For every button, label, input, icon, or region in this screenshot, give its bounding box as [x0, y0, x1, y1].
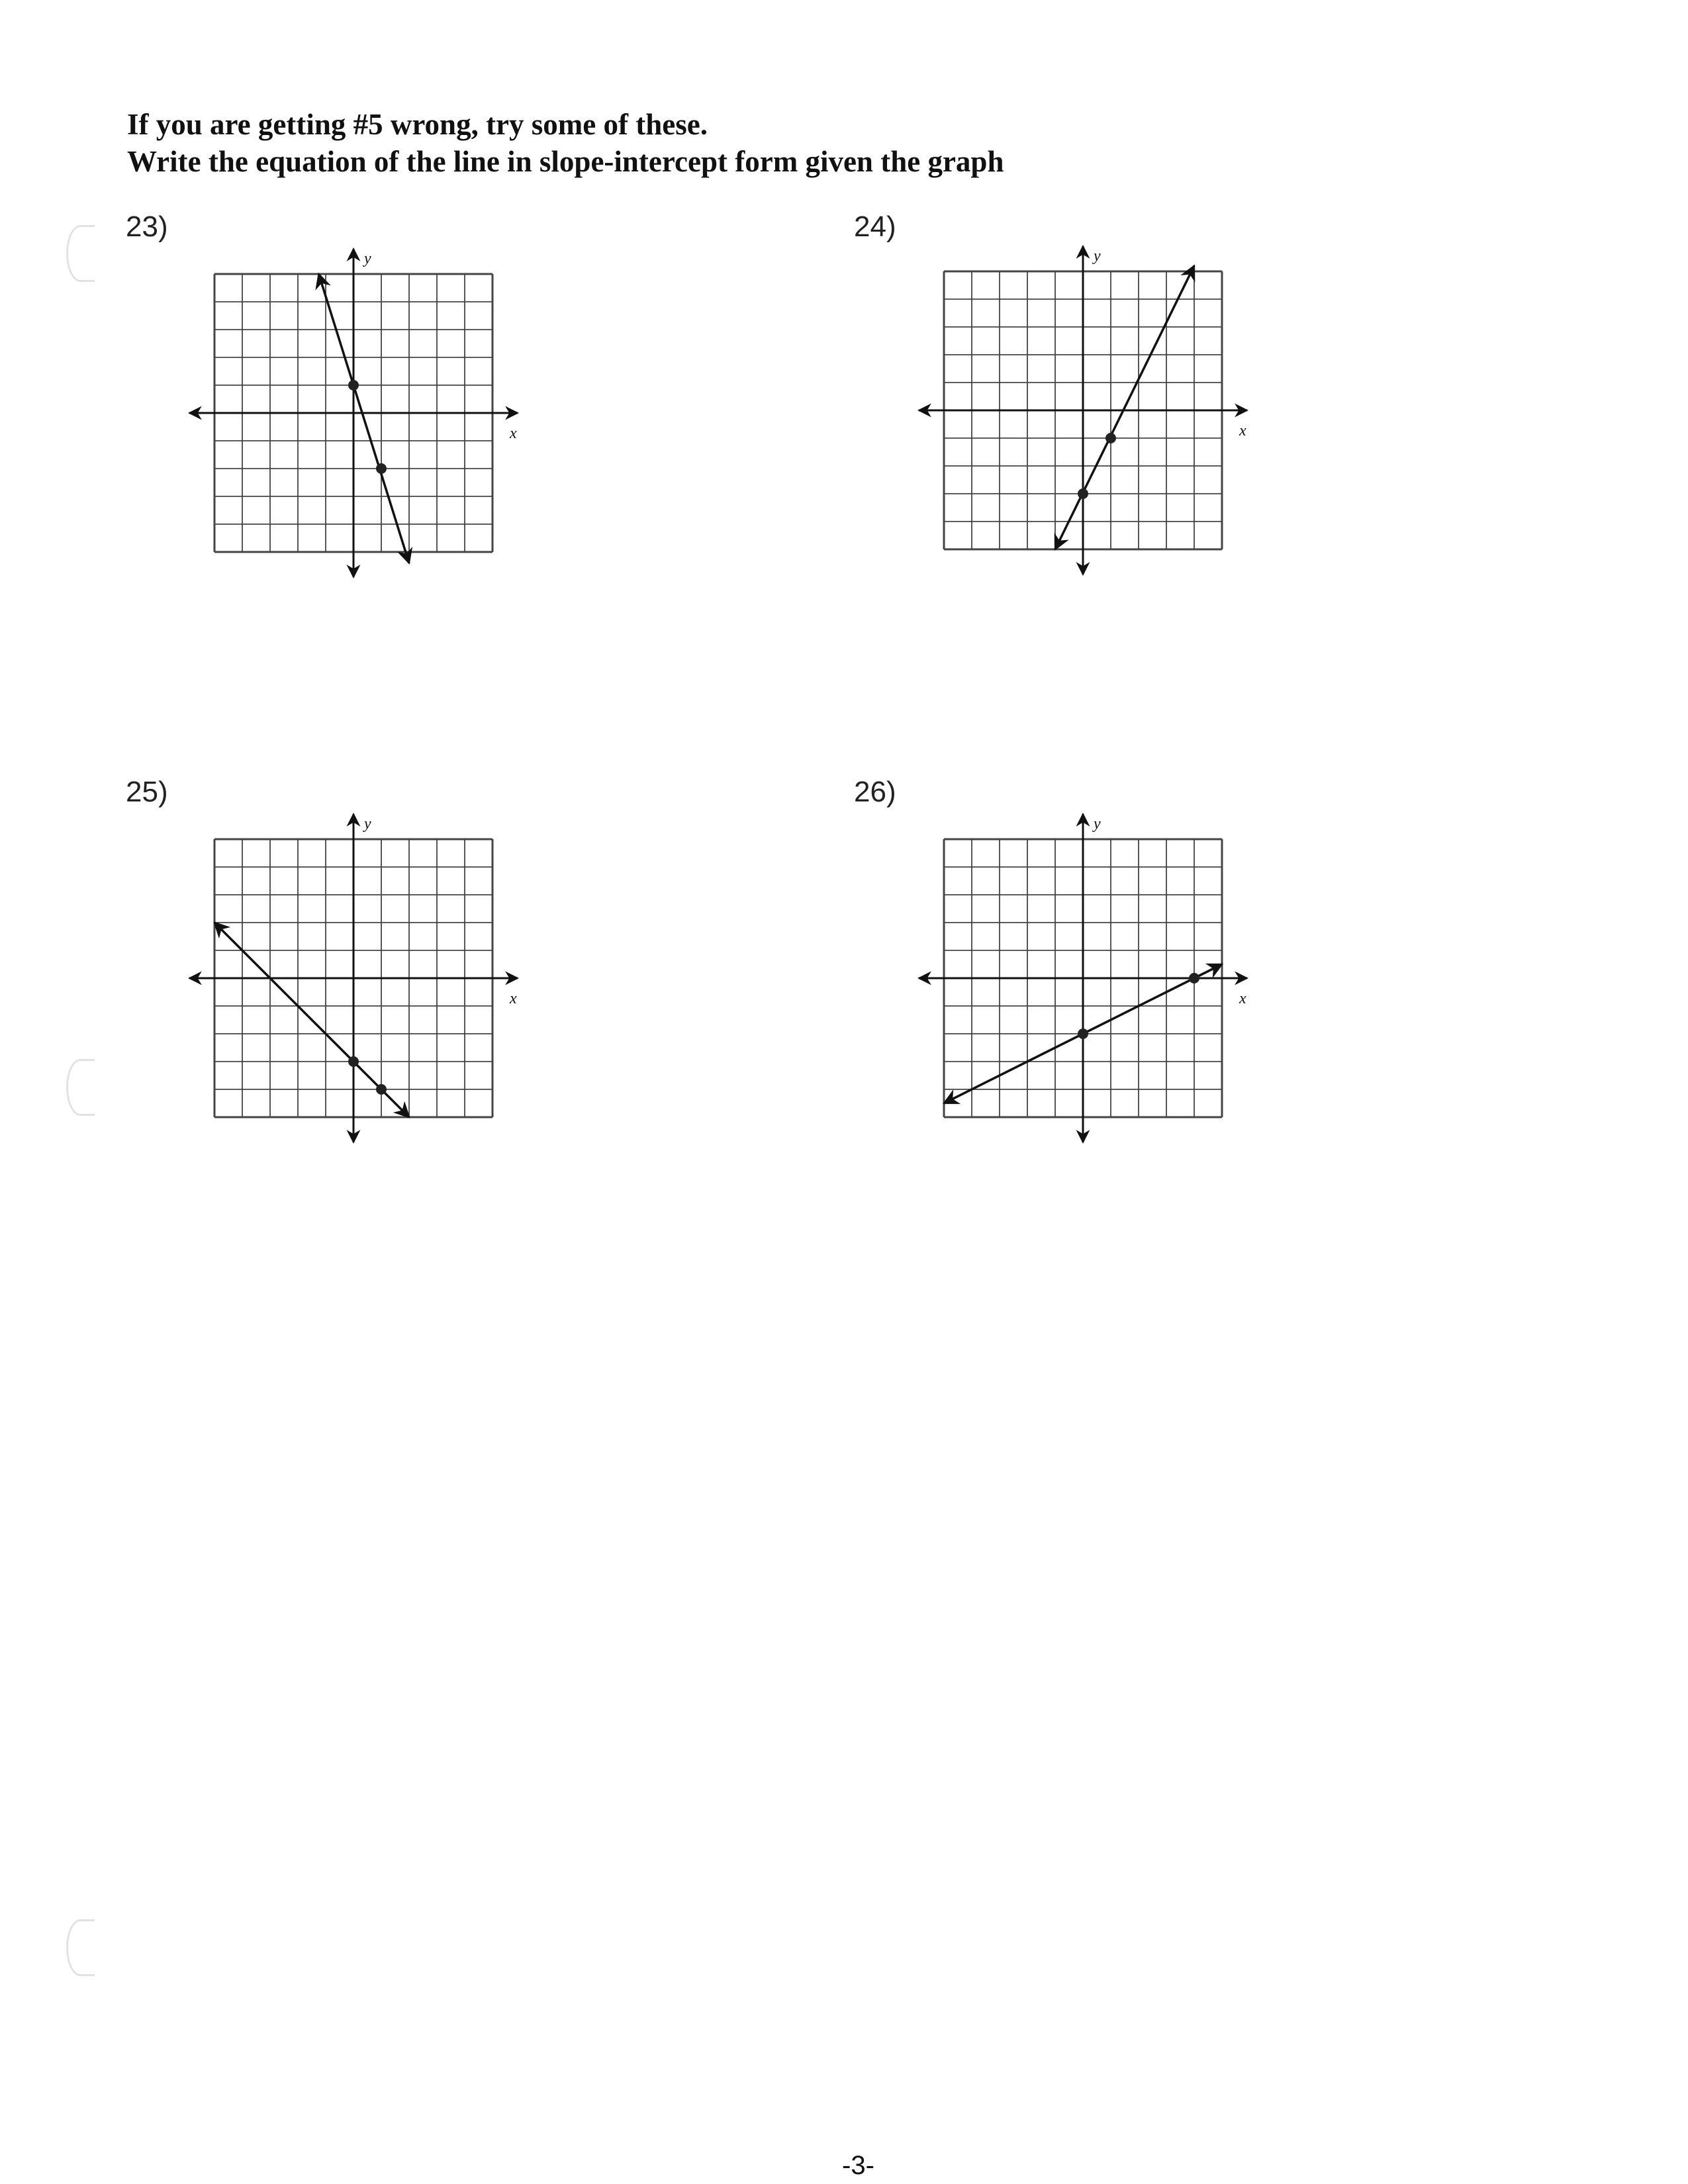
line-point [376, 1084, 387, 1095]
graphed-line [1055, 266, 1194, 549]
problem-24-graph [882, 209, 1279, 606]
y-axis-label: y [1094, 248, 1101, 265]
problem-25-graph [152, 777, 549, 1174]
graphed-line [319, 274, 410, 563]
x-axis-label: x [1239, 422, 1246, 439]
x-axis-label: x [510, 425, 517, 442]
line-point [1105, 433, 1116, 443]
binder-hole-top [66, 225, 95, 282]
problem-25-number: 25) [126, 776, 168, 808]
line-point [348, 1056, 359, 1067]
line-point [1189, 973, 1199, 983]
problem-26-graph [882, 777, 1279, 1174]
y-axis-label: y [364, 815, 371, 833]
problem-23-graph [152, 212, 549, 609]
x-axis-label: x [510, 990, 517, 1007]
binder-hole-bottom [66, 1919, 95, 1976]
page-number: -3- [842, 2151, 874, 2180]
instructions-line-1: If you are getting #5 wrong, try some of these. [127, 108, 708, 141]
line-point [1078, 1028, 1088, 1039]
line-point [1078, 488, 1088, 499]
problem-23-number: 23) [126, 210, 168, 243]
problem-26-number: 26) [854, 776, 896, 808]
line-point [348, 380, 359, 390]
y-axis-label: y [1094, 815, 1101, 833]
instructions-line-2: Write the equation of the line in slope-intercept form given the graph [127, 145, 1004, 178]
binder-hole-middle [66, 1059, 95, 1116]
y-axis-label: y [364, 250, 371, 267]
instructions-header [127, 106, 1004, 180]
x-axis-label: x [1239, 990, 1246, 1007]
line-point [376, 463, 387, 474]
problem-24-number: 24) [854, 210, 896, 243]
